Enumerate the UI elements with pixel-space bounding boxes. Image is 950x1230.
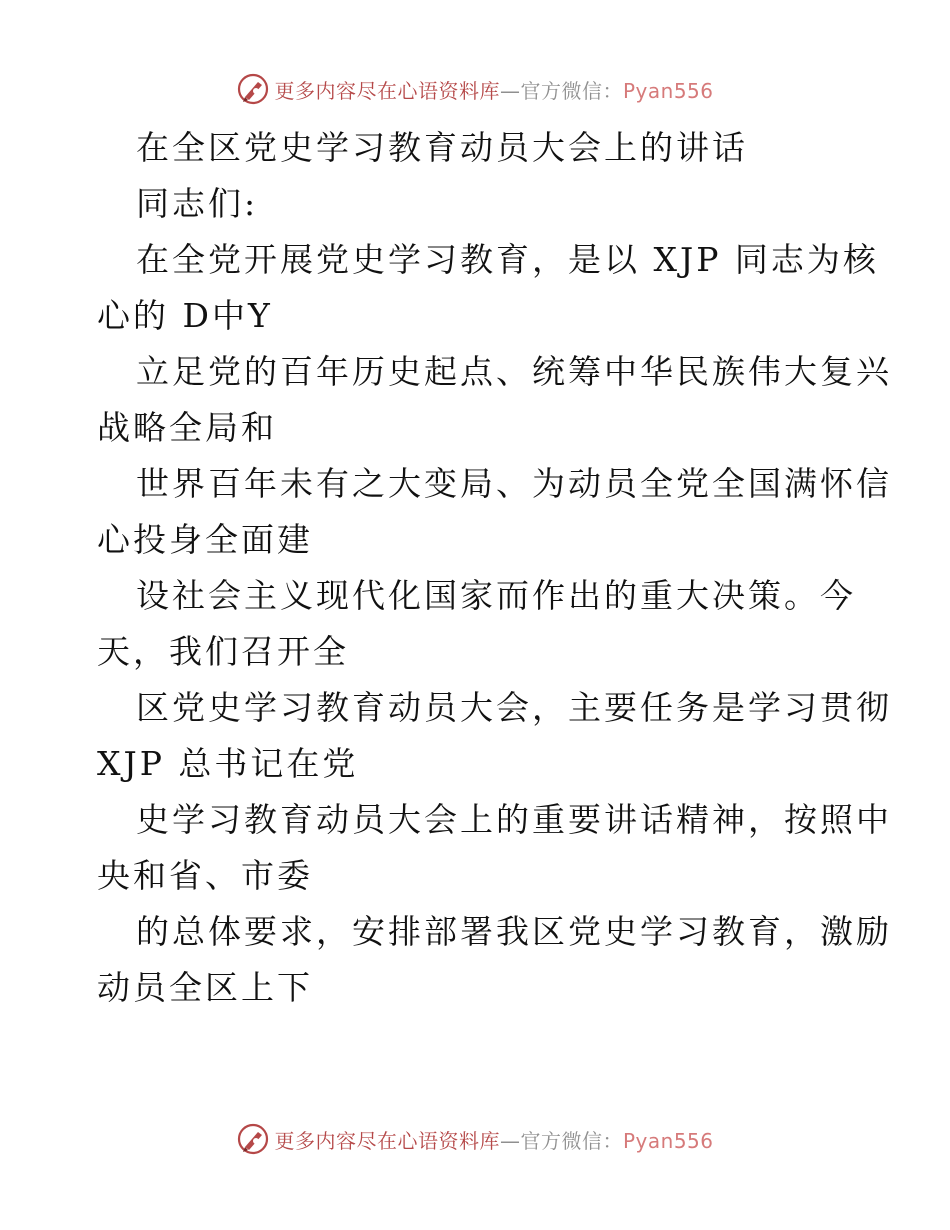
text-line: 战略全局和 xyxy=(97,408,277,447)
pen-logo-icon xyxy=(236,72,270,106)
text-line: 心的 D中Y xyxy=(97,296,273,335)
banner-text: 更多内容尽在心语资料库—官方微信：Pyan556 xyxy=(274,1128,714,1153)
text-line: 在全党开展党史学习教育，是以 XJP 同志为核 xyxy=(136,240,879,279)
text-line: 史学习教育动员大会上的重要讲话精神，按照中 xyxy=(136,800,892,839)
text-line: 设社会主义现代化国家而作出的重大决策。今 xyxy=(136,576,856,615)
text-line: 天，我们召开全 xyxy=(97,632,349,671)
document-body xyxy=(97,120,892,1016)
text-line: 央和省、市委 xyxy=(97,856,313,895)
text-line: 区党史学习教育动员大会，主要任务是学习贯彻 xyxy=(136,688,892,727)
text-line: 动员全区上下 xyxy=(97,968,313,1007)
text-line: XJP 总书记在党 xyxy=(97,744,359,783)
header-watermark-banner xyxy=(0,71,950,107)
text-line: 的总体要求，安排部署我区党史学习教育，激励 xyxy=(136,912,892,951)
text-line: 立足党的百年历史起点、统筹中华民族伟大复兴 xyxy=(136,352,892,391)
text-line: 同志们: xyxy=(136,184,259,223)
banner-text: 更多内容尽在心语资料库—官方微信：Pyan556 xyxy=(274,78,714,103)
text-line: 心投身全面建 xyxy=(97,520,313,559)
text-line: 在全区党史学习教育动员大会上的讲话 xyxy=(136,128,748,167)
text-line: 世界百年未有之大变局、为动员全党全国满怀信 xyxy=(136,464,892,503)
pen-logo-icon xyxy=(236,1122,270,1156)
footer-watermark-banner xyxy=(0,1121,950,1157)
